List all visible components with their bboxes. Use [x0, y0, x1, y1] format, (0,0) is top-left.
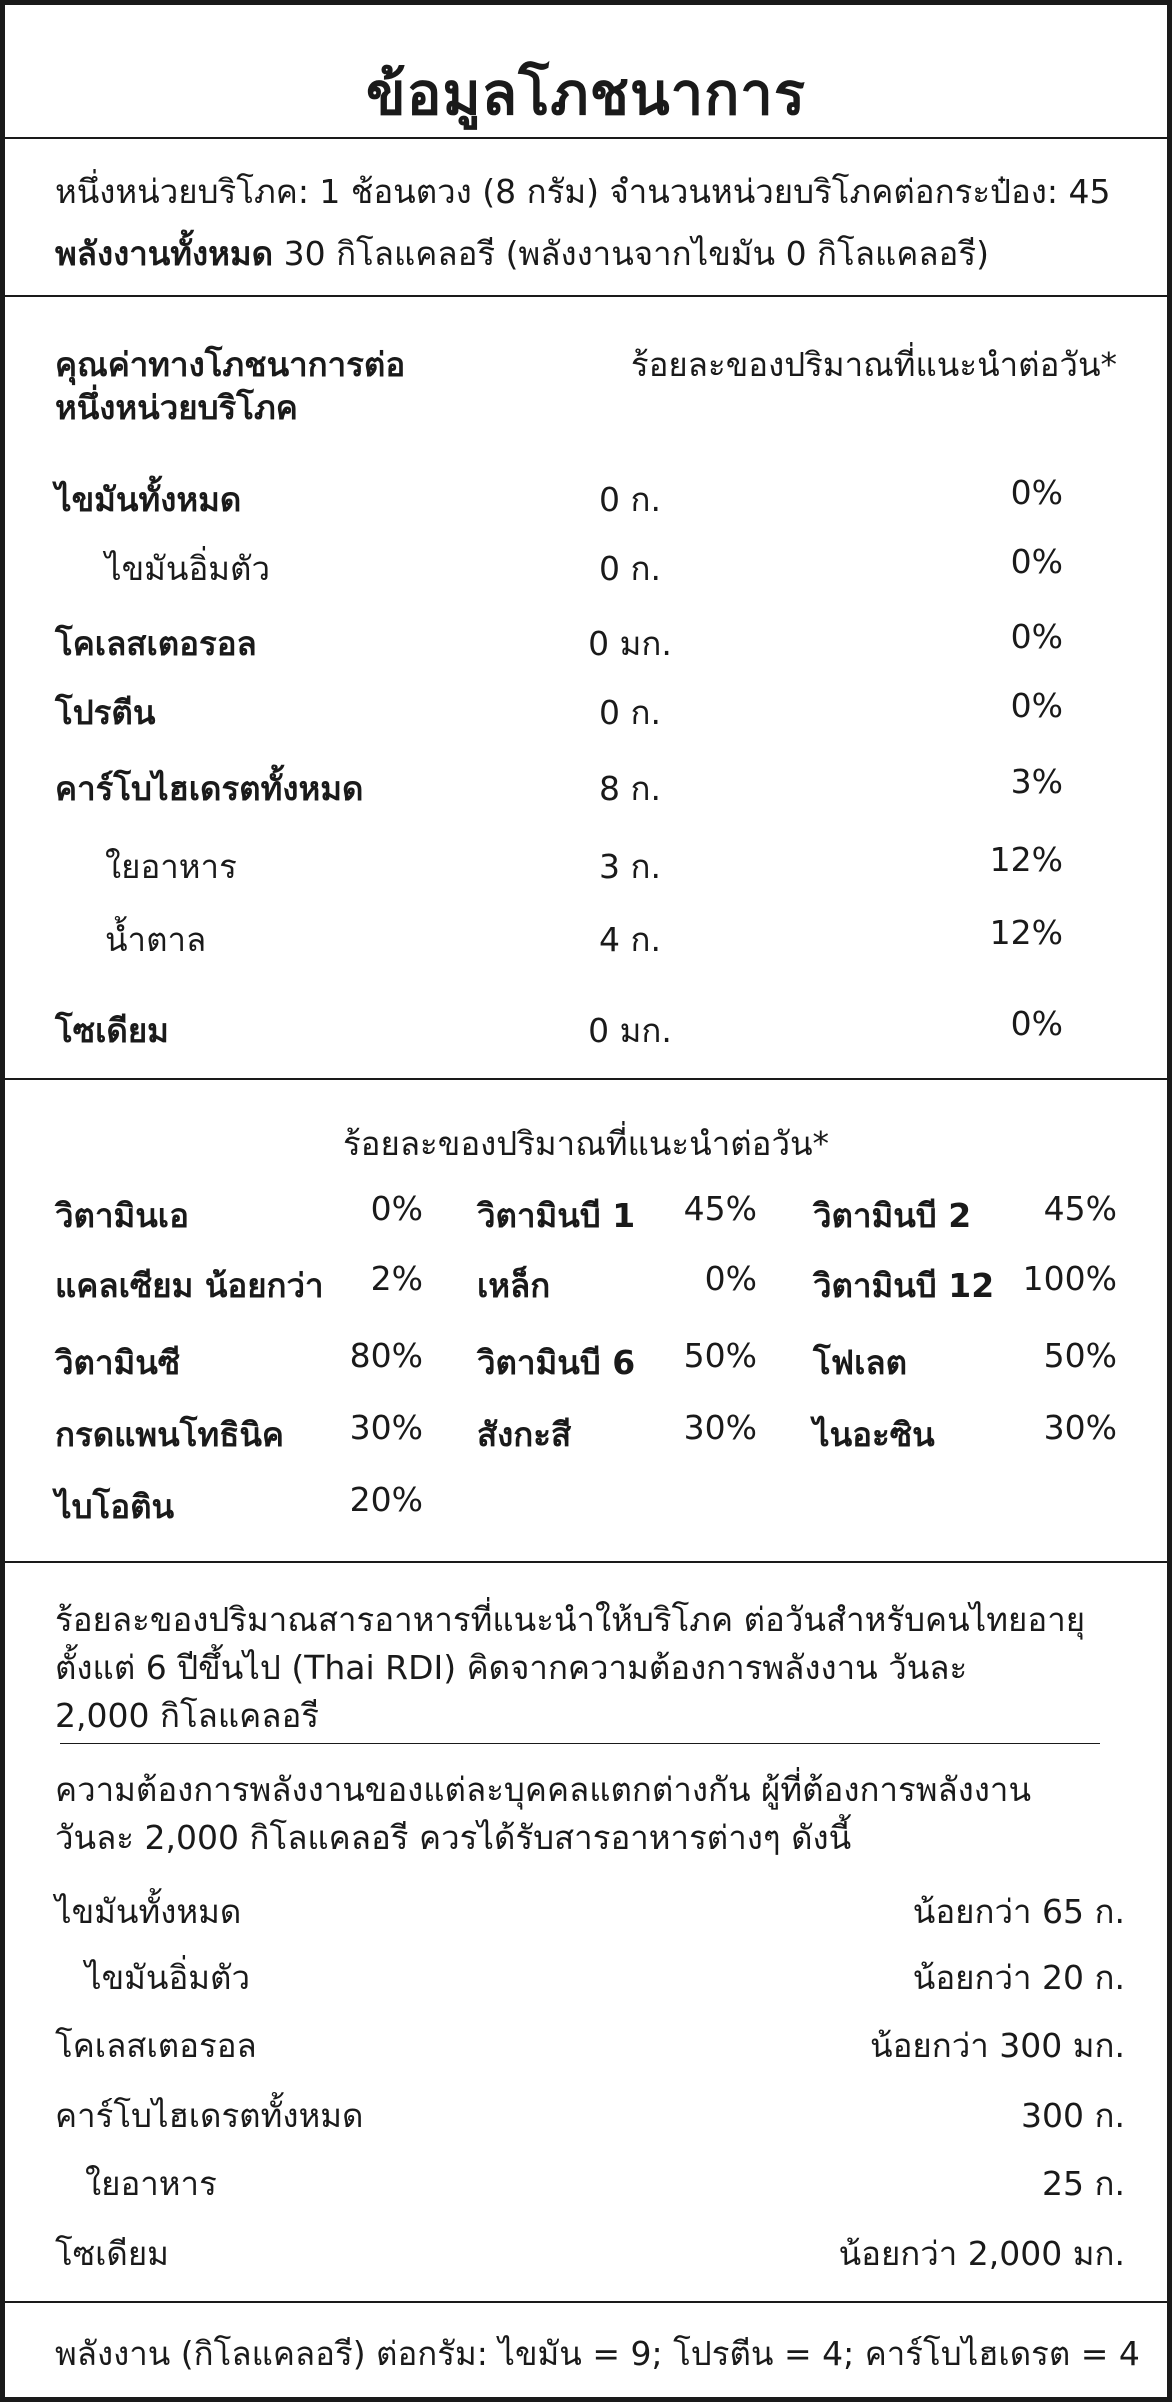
vitamin-percent: 30% [683, 1408, 757, 1447]
thin-divider [60, 1743, 1100, 1744]
nutrient-amount: 0 ก. [599, 549, 661, 588]
vitamin-name: วิตามินซี [55, 1343, 181, 1382]
nutrient-percent: 3% [1010, 762, 1063, 801]
nutrient-amount: 4 ก. [599, 920, 661, 959]
vitamin-name: เหล็ก [477, 1266, 551, 1305]
nutrient-amount: 0 ก. [599, 693, 661, 732]
vitamin-name: วิตามินบี 1 [477, 1196, 636, 1235]
vitamin-percent: 20% [349, 1480, 423, 1519]
vitamin-name: กรดแพนโทธินิค [55, 1415, 284, 1454]
serving-info: หนึ่งหน่วยบริโภค: 1 ช้อนตวง (8 กรัม) จำนวนหน่วยบริโภคต่อกระป๋อง: 45 [55, 172, 1111, 211]
divider [5, 1078, 1167, 1080]
nutrient-percent: 0% [1010, 542, 1063, 581]
vitamin-percent: 50% [1043, 1336, 1117, 1375]
vitamin-name: สังกะสี [477, 1415, 572, 1454]
vitamin-name: วิตามินเอ [55, 1196, 189, 1235]
nutrient-name: น้ำตาล [105, 920, 207, 959]
vitamin-header: ร้อยละของปริมาณที่แนะนำต่อวัน* [342, 1124, 830, 1163]
vitamin-percent: 50% [683, 1336, 757, 1375]
needs-name: โคเลสเตอรอล [55, 2026, 257, 2065]
nutrient-percent: 12% [989, 913, 1063, 952]
vitamin-name: แคลเซียม น้อยกว่า [55, 1266, 324, 1305]
nutrient-percent: 0% [1010, 686, 1063, 725]
total-energy-value: 30 กิโลแคลอรี (พลังงานจากไขมัน 0 กิโลแคลอรี) [283, 234, 989, 273]
vitamin-percent: 30% [1043, 1408, 1117, 1447]
vitamin-percent: 80% [349, 1336, 423, 1375]
vitamin-percent: 45% [1043, 1189, 1117, 1228]
nutrient-header-left-2: หนึ่งหน่วยบริโภค [55, 388, 298, 427]
total-energy [55, 227, 989, 280]
vitamin-name: วิตามินบี 12 [813, 1266, 995, 1305]
needs-name: ใยอาหาร [85, 2164, 217, 2203]
nutrient-percent: 0% [1010, 617, 1063, 656]
divider [5, 137, 1167, 139]
needs-value: น้อยกว่า 65 ก. [912, 1892, 1125, 1931]
needs-note-line: วันละ 2,000 กิโลแคลอรี ควรได้รับสารอาหารต่างๆ ดังนี้ [55, 1818, 852, 1857]
nutrient-percent: 12% [989, 840, 1063, 879]
nutrient-amount: 0 มก. [588, 624, 672, 663]
needs-value: 25 ก. [1042, 2164, 1125, 2203]
vitamin-percent: 45% [683, 1189, 757, 1228]
vitamin-percent: 30% [349, 1408, 423, 1447]
nutrient-name: ไขมันอิ่มตัว [105, 549, 270, 588]
vitamin-percent: 100% [1022, 1259, 1117, 1298]
needs-name: ไขมันอิ่มตัว [85, 1958, 250, 1997]
needs-value: 300 ก. [1021, 2096, 1125, 2135]
needs-value: น้อยกว่า 20 ก. [912, 1958, 1125, 1997]
nutrient-header-right: ร้อยละของปริมาณที่แนะนำต่อวัน* [630, 345, 1117, 384]
nutrient-percent: 0% [1010, 1004, 1063, 1043]
nutrient-name: ใยอาหาร [105, 847, 237, 886]
rdi-note-line: ร้อยละของปริมาณสารอาหารที่แนะนำให้บริโภค ต่อวันสำหรับคนไทยอายุ [55, 1600, 1086, 1639]
nutrient-amount: 8 ก. [599, 769, 661, 808]
nutrient-name: ไขมันทั้งหมด [55, 480, 242, 519]
nutrient-percent: 0% [1010, 473, 1063, 512]
divider [5, 295, 1167, 297]
needs-value: น้อยกว่า 300 มก. [870, 2026, 1125, 2065]
vitamin-percent: 0% [370, 1189, 423, 1228]
divider [5, 1561, 1167, 1563]
needs-name: โซเดียม [55, 2234, 169, 2273]
rdi-note-line: ตั้งแต่ 6 ปีขึ้นไป (Thai RDI) คิดจากความต้องการพลังงาน วันละ [55, 1648, 968, 1687]
rdi-note-line: 2,000 กิโลแคลอรี [55, 1696, 319, 1735]
total-energy-label: พลังงานทั้งหมด [55, 234, 274, 273]
needs-name: คาร์โบไฮเดรตทั้งหมด [55, 2096, 364, 2135]
vitamin-name: วิตามินบี 2 [813, 1196, 972, 1235]
energy-per-gram-footer: พลังงาน (กิโลแคลอรี) ต่อกรัม: ไขมัน = 9; โปรตีน = 4; คาร์โบไฮเดรต = 4 [55, 2334, 1140, 2373]
vitamin-name: ไบโอติน [55, 1487, 175, 1526]
nutrient-name: โซเดียม [55, 1011, 169, 1050]
needs-name: ไขมันทั้งหมด [55, 1892, 242, 1931]
nutrient-amount: 0 มก. [588, 1011, 672, 1050]
nutrient-amount: 0 ก. [599, 480, 661, 519]
nutrient-amount: 3 ก. [599, 847, 661, 886]
vitamin-percent: 0% [704, 1259, 757, 1298]
nutrient-name: คาร์โบไฮเดรตทั้งหมด [55, 769, 364, 808]
vitamin-percent: 2% [370, 1259, 423, 1298]
nutrient-header-left-1: คุณค่าทางโภชนาการต่อ [55, 345, 406, 384]
divider [5, 2301, 1167, 2303]
vitamin-name: ไนอะซิน [813, 1415, 935, 1454]
vitamin-name: วิตามินบี 6 [477, 1343, 636, 1382]
vitamin-name: โฟเลต [813, 1343, 908, 1382]
needs-value: น้อยกว่า 2,000 มก. [838, 2234, 1125, 2273]
needs-note-line: ความต้องการพลังงานของแต่ละบุคคลแตกต่างกัน ผู้ที่ต้องการพลังงาน [55, 1770, 1031, 1809]
label-title: ข้อมูลโภชนาการ [365, 60, 807, 128]
nutrient-name: โคเลสเตอรอล [55, 624, 257, 663]
nutrient-name: โปรตีน [55, 693, 156, 732]
